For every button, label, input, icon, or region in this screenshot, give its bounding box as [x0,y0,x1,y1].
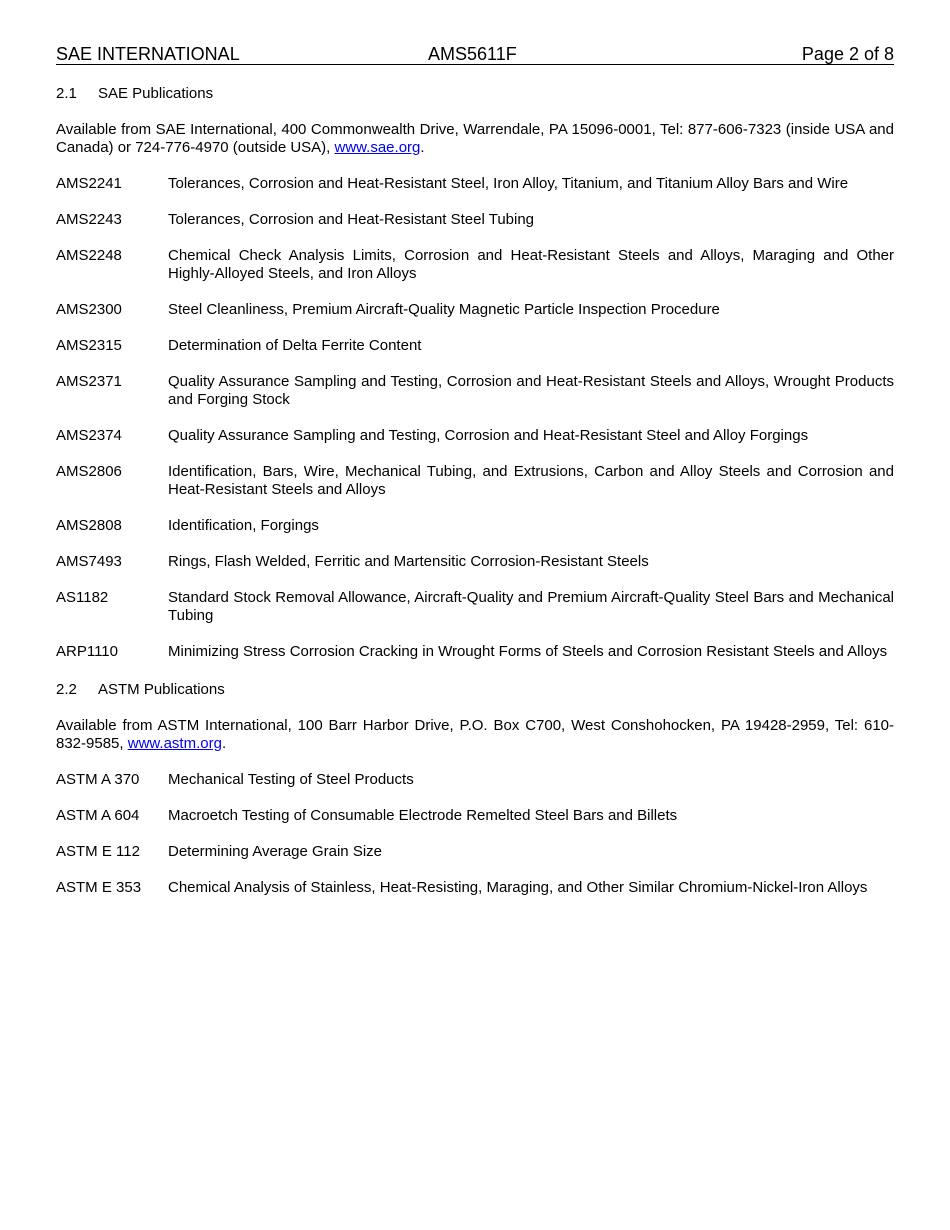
reference-item [56,517,894,535]
reference-description: Standard Stock Removal Allowance, Aircraft-Quality and Premium Aircraft-Quality Steel Bars and Mechanical Tubing [168,589,894,624]
header-page-number: Page 2 of 8 [801,44,894,64]
reference-item [56,463,894,499]
reference-description: Identification, Forgings [168,517,319,534]
reference-description: Minimizing Stress Corrosion Cracking in Wrought Forms of Steels and Corrosion Resistant Steels and Alloys [168,643,888,660]
reference-code: AMS2241 [56,175,122,192]
astm-website-link[interactable]: www.astm.org [127,735,222,752]
reference-item [56,337,894,355]
reference-description: Quality Assurance Sampling and Testing, Corrosion and Heat-Resistant Steels and Alloys, Wrought Products and Forging Stock [168,373,894,408]
sae-availability-paragraph: Available from SAE International, 400 Commonwealth Drive, Warrendale, PA 15096-0001, Tel: 877-606-7323 (inside USA and Canada) or 724-776-4970 (outside USA), www.sae.org. [56,121,894,156]
reference-item [56,643,894,661]
reference-code: ASTM E 353 [56,879,142,896]
reference-code: AMS2806 [56,463,122,480]
section-number: 2.1 [56,85,77,102]
reference-item [56,373,894,409]
sae-website-link[interactable]: www.sae.org [334,139,421,156]
reference-code: AS1182 [56,589,109,606]
reference-code: AMS2315 [56,337,122,354]
reference-code: AMS2300 [56,301,122,318]
reference-item [56,175,894,193]
header-document-number: AMS5611F [428,44,517,64]
reference-code: ASTM E 112 [56,843,140,860]
reference-code: ARP1110 [56,643,118,660]
reference-item [56,771,894,789]
astm-availability-paragraph: Available from ASTM International, 100 Barr Harbor Drive, P.O. Box C700, West Conshohocken, PA 19428-2959, Tel: 610-832-9585, www.astm.org. [56,717,894,752]
reference-code: ASTM A 604 [56,807,140,824]
astm-reference-list [56,771,894,897]
availability-text: Available from SAE International, 400 Commonwealth Drive, Warrendale, PA 15096-0001, Tel: 877-606-7323 (inside USA and Canada) or 724-776-4970 (outside USA), [56,121,894,156]
reference-description: Rings, Flash Welded, Ferritic and Martensitic Corrosion-Resistant Steels [168,553,649,570]
reference-item [56,427,894,445]
reference-item [56,247,894,283]
reference-item [56,879,894,897]
reference-description: Steel Cleanliness, Premium Aircraft-Quality Magnetic Particle Inspection Procedure [168,301,720,318]
reference-item [56,553,894,571]
sae-reference-list [56,175,894,661]
reference-code: ASTM A 370 [56,771,140,788]
reference-item [56,807,894,825]
reference-item [56,843,894,861]
reference-code: AMS2248 [56,247,122,264]
reference-description: Determination of Delta Ferrite Content [168,337,422,354]
reference-description: Mechanical Testing of Steel Products [168,771,414,788]
document-page [56,44,894,897]
section-title: ASTM Publications [98,681,225,698]
page-header [56,44,894,65]
section-number: 2.2 [56,681,77,698]
reference-description: Tolerances, Corrosion and Heat-Resistant Steel, Iron Alloy, Titanium, and Titanium Alloy Bars and Wire [168,175,849,192]
reference-code: AMS2374 [56,427,122,444]
reference-code: AMS2371 [56,373,122,390]
reference-code: AMS7493 [56,553,122,570]
reference-description: Identification, Bars, Wire, Mechanical Tubing, and Extrusions, Carbon and Alloy Steels and Corrosion and Heat-Resistant Steels and Alloys [168,463,894,498]
reference-description: Quality Assurance Sampling and Testing, Corrosion and Heat-Resistant Steel and Alloy Forgings [168,427,809,444]
reference-description: Chemical Analysis of Stainless, Heat-Resisting, Maraging, and Other Similar Chromium-Nickel-Iron Alloys [168,879,868,896]
availability-text: Available from ASTM International, 100 Barr Harbor Drive, P.O. Box C700, West Conshohocken, PA 19428-2959, Tel: 610-832-9585, [56,717,894,752]
reference-code: AMS2808 [56,517,122,534]
reference-item [56,211,894,229]
header-organization: SAE INTERNATIONAL [56,44,240,64]
section-heading-astm [56,681,894,699]
reference-description: Chemical Check Analysis Limits, Corrosion and Heat-Resistant Steels and Alloys, Maraging and Other Highly-Alloyed Steels, and Iron Alloys [168,247,894,282]
section-title: SAE Publications [98,85,214,102]
reference-code: AMS2243 [56,211,122,228]
reference-item [56,301,894,319]
reference-description: Determining Average Grain Size [168,843,382,860]
reference-description: Macroetch Testing of Consumable Electrode Remelted Steel Bars and Billets [168,807,678,824]
reference-description: Tolerances, Corrosion and Heat-Resistant Steel Tubing [168,211,535,228]
reference-item [56,589,894,625]
section-heading-sae [56,85,894,103]
